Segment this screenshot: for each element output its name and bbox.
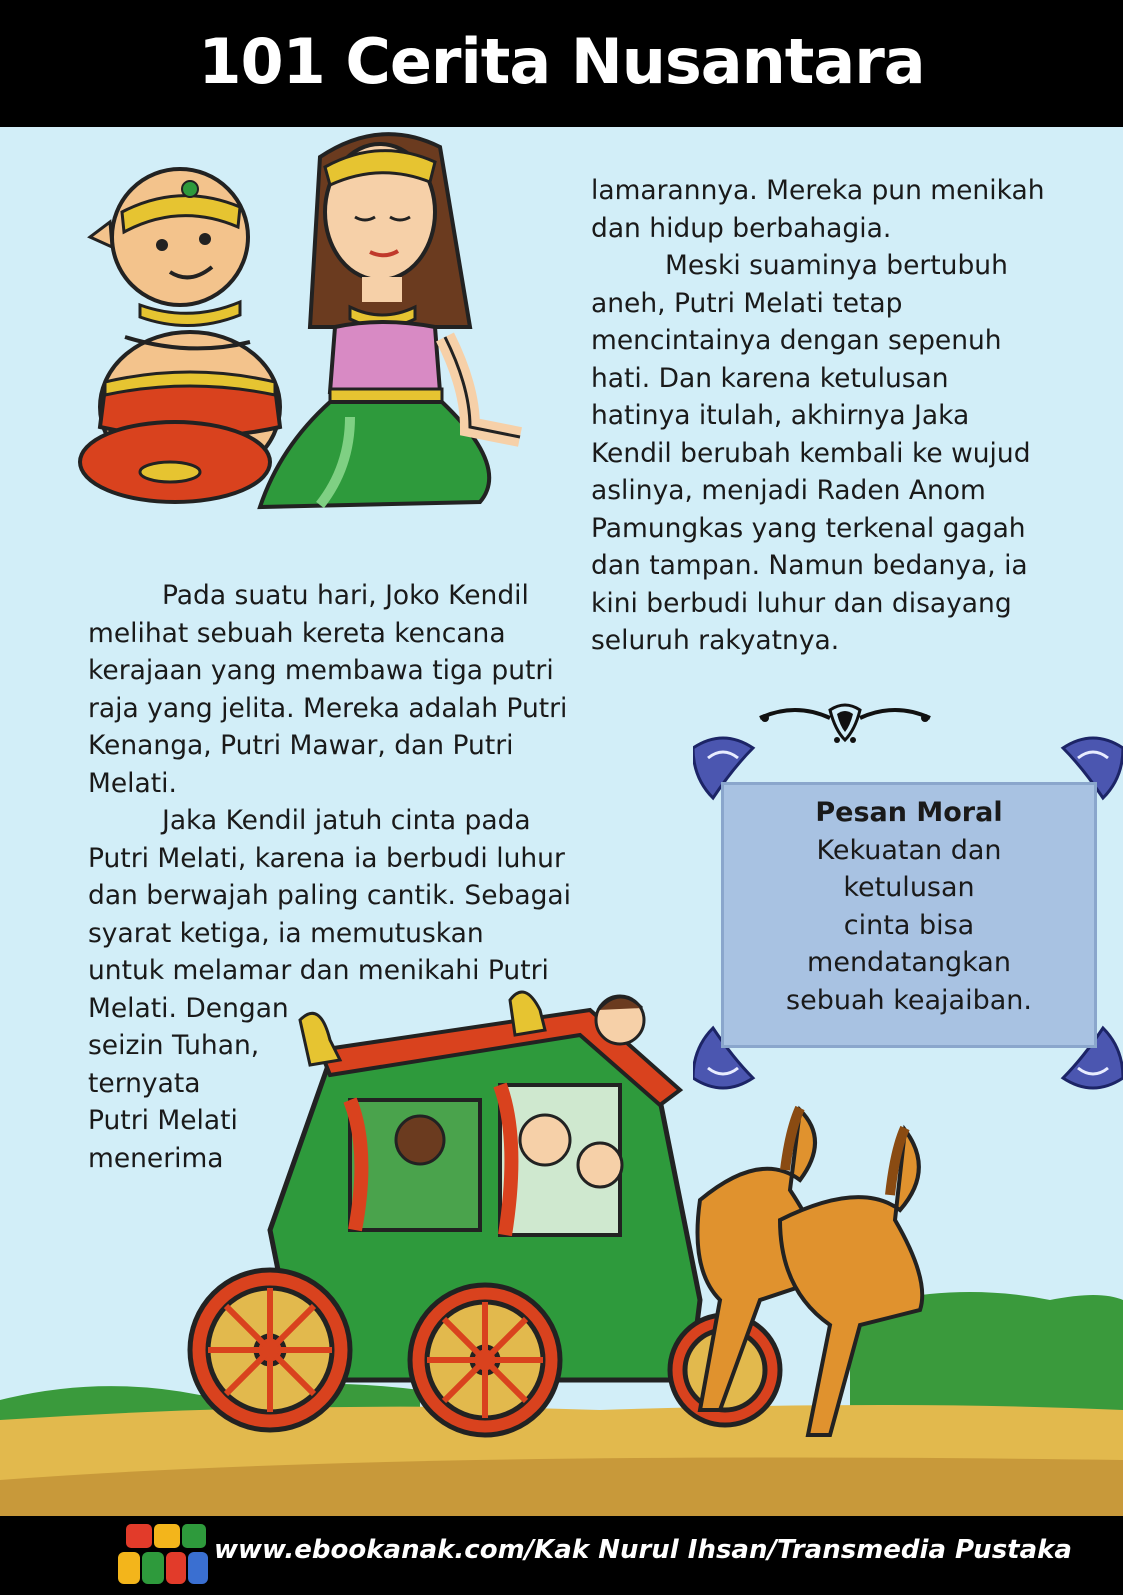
story-line: aslinya, menjadi Raden Anom <box>591 475 986 506</box>
story-line: seluruh rakyatnya. <box>591 625 840 656</box>
story-line: Kendil berubah kembali ke wujud <box>591 437 1031 469</box>
story-text-right <box>591 172 1045 660</box>
story-line: menerima <box>88 1142 224 1174</box>
story-line: Putri Melati, karena ia berbudi luhur <box>88 842 565 874</box>
story-line: ternyata <box>88 1067 201 1099</box>
story-line: Kenanga, Putri Mawar, dan Putri <box>88 730 514 761</box>
moral-line: sebuah keajaiban. <box>786 984 1032 1016</box>
page-title: 101 Cerita Nusantara <box>198 25 925 98</box>
story-line: Putri Melati <box>88 1105 238 1136</box>
ebookanak-logo <box>116 1522 210 1588</box>
story-line: kini berbudi luhur dan disayang <box>591 587 1012 619</box>
story-line: Pada suatu hari, Joko Kendil <box>162 580 529 611</box>
story-line: Melati. <box>88 767 177 799</box>
story-line: raja yang jelita. Mereka adalah Putri <box>88 692 568 724</box>
joko-kendil-and-princess-illustration <box>50 127 550 527</box>
moral-line: ketulusan <box>843 872 975 903</box>
story-line: dan tampan. Namun bedanya, ia <box>591 550 1028 581</box>
moral-line: mendatangkan <box>807 947 1011 978</box>
story-line: lamarannya. Mereka pun menikah <box>591 175 1045 206</box>
story-line: kerajaan yang membawa tiga putri <box>88 655 554 686</box>
story-line: untuk melamar dan menikahi Putri <box>88 955 549 986</box>
story-line: dan berwajah paling cantik. Sebagai <box>88 880 572 911</box>
joko-kendil-figure <box>80 169 280 502</box>
page-footer <box>0 1516 1123 1595</box>
princess-figure <box>260 134 520 507</box>
royal-carriage-illustration <box>0 980 1123 1516</box>
page-header <box>0 0 1123 127</box>
footer-url: www.ebookanak.com/Kak Nurul Ihsan/Transmedia Pustaka <box>214 1535 1072 1565</box>
moral-line: Kekuatan dan <box>816 834 1002 866</box>
story-line: Melati. Dengan <box>88 992 289 1024</box>
story-line: hatinya itulah, akhirnya Jaka <box>591 400 970 431</box>
story-line: aneh, Putri Melati tetap <box>591 287 903 319</box>
story-line: Meski suaminya bertubuh <box>665 250 1008 281</box>
story-line: Jaka Kendil jatuh cinta pada <box>162 805 531 836</box>
story-line: seizin Tuhan, <box>88 1030 260 1061</box>
story-line: Pamungkas yang terkenal gagah <box>591 512 1026 544</box>
moral-title: Pesan Moral <box>815 797 1003 828</box>
moral-line: cinta bisa <box>843 909 975 941</box>
story-line: syarat ketiga, ia memutuskan <box>88 917 484 949</box>
story-line: melihat sebuah kereta kencana <box>88 617 506 649</box>
story-line: mencintainya dengan sepenuh <box>591 325 1002 356</box>
story-line: hati. Dan karena ketulusan <box>591 362 949 394</box>
story-line: dan hidup berbahagia. <box>591 212 892 244</box>
